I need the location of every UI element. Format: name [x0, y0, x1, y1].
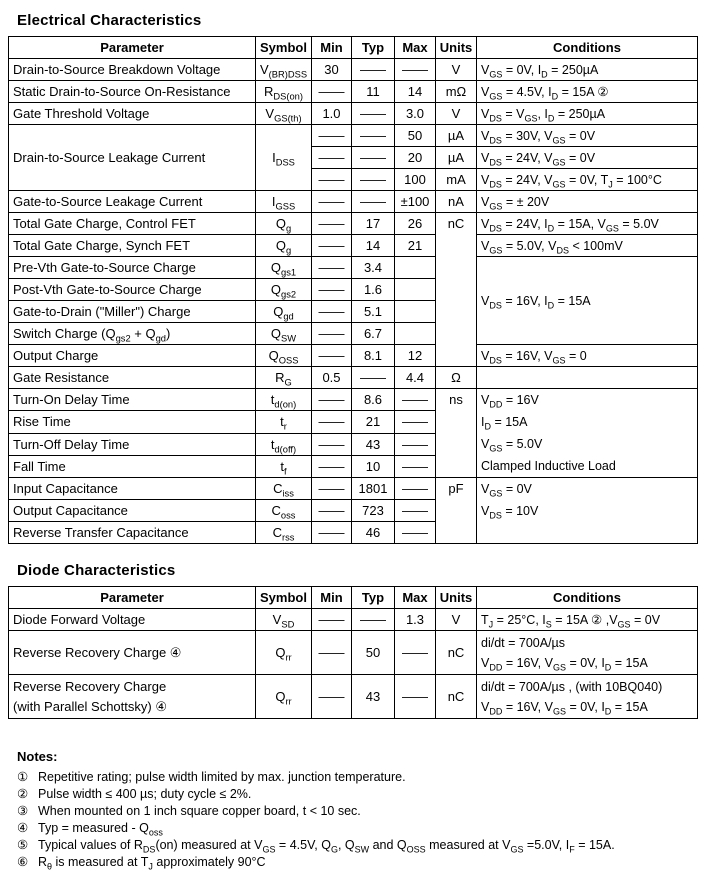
- conditions-cell: $V_{DD} = 16V$ $I_D = 15A$ $V_{GS} = 5.0V$ Clamped Inductive Load: [477, 389, 698, 478]
- max-cell: ——: [395, 631, 436, 675]
- note-number: ①: [17, 770, 29, 784]
- conditions-cell: di/dt = 700A/µs $V_{DD} = 16V$, $V_{GS} = 0V$, $I_D = 15A$: [477, 631, 698, 675]
- note-text: Pulse width ≤ 400 µs; duty cycle ≤ 2%.: [38, 787, 252, 801]
- units-cell: pF: [436, 478, 477, 544]
- col-header-max: Max: [395, 37, 436, 59]
- param-cell: Diode Forward Voltage: [9, 609, 256, 631]
- param-cell: Static Drain-to-Source On-Resistance: [9, 81, 256, 103]
- note-number: ④: [17, 821, 29, 835]
- conditions-cell: $V_{DS} = 16V$, $I_D = 15A$: [477, 257, 698, 345]
- param-cell: Turn-Off Delay Time: [9, 433, 256, 455]
- conditions-cell: $V_{DS} = 24V$, $I_D = 15A$, $V_{GS} = 5.0V$: [477, 213, 698, 235]
- param-cell: Output Capacitance: [9, 500, 256, 522]
- param-cell: Turn-On Delay Time: [9, 389, 256, 411]
- notes-title: Notes:: [17, 749, 58, 764]
- col-header-parameter: Parameter: [9, 587, 256, 609]
- note-text: $R_\theta$ is measured at $T_J$ approximately 90°C: [38, 855, 266, 872]
- table-row: [9, 609, 698, 631]
- min-cell: ——: [312, 81, 352, 103]
- min-cell: ——: [312, 279, 352, 301]
- table-row: [9, 125, 698, 147]
- typ-cell: 14: [352, 235, 395, 257]
- max-cell: 20: [395, 147, 436, 169]
- conditions-cell: di/dt = 700A/µs , (with 10BQ040) $V_{DD} = 16V$, $V_{GS} = 0V$, $I_D = 15A$: [477, 675, 698, 719]
- typ-cell: ——: [352, 59, 395, 81]
- diode-section-title: Diode Characteristics: [17, 562, 176, 579]
- symbol-cell: $Q_{rr}$: [256, 631, 312, 675]
- param-cell: Post-Vth Gate-to-Source Charge: [9, 279, 256, 301]
- min-cell: ——: [312, 500, 352, 522]
- param-cell: Gate Threshold Voltage: [9, 103, 256, 125]
- typ-cell: 21: [352, 411, 395, 433]
- units-cell: V: [436, 103, 477, 125]
- min-cell: ——: [312, 609, 352, 631]
- conditions-cell: $V_{GS} = 5.0V$, $V_{DS} < 100mV$: [477, 235, 698, 257]
- param-cell: Gate-to-Source Leakage Current: [9, 191, 256, 213]
- param-cell: Reverse Recovery Charge ④: [9, 631, 256, 675]
- col-header-units: Units: [436, 37, 477, 59]
- note-item: [17, 854, 697, 871]
- param-cell: Total Gate Charge, Control FET: [9, 213, 256, 235]
- units-cell: nC: [436, 631, 477, 675]
- min-cell: ——: [312, 433, 352, 455]
- typ-cell: 11: [352, 81, 395, 103]
- max-cell: ——: [395, 411, 436, 433]
- table-row: [9, 213, 698, 235]
- conditions-cell: $V_{DS} = V_{GS}$, $I_D = 250\mu A$: [477, 103, 698, 125]
- note-item: [17, 786, 697, 803]
- col-header-min: Min: [312, 587, 352, 609]
- symbol-cell: $Q_{rr}$: [256, 675, 312, 719]
- table-row: [9, 103, 698, 125]
- symbol-cell: $Q_{SW}$: [256, 323, 312, 345]
- col-header-typ: Typ: [352, 587, 395, 609]
- symbol-cell: $C_{oss}$: [256, 500, 312, 522]
- max-cell: ——: [395, 433, 436, 455]
- min-cell: ——: [312, 345, 352, 367]
- symbol-cell: $V_{(BR)DSS}$: [256, 59, 312, 81]
- symbol-cell: $I_{GSS}$: [256, 191, 312, 213]
- table-row: [9, 81, 698, 103]
- max-cell: 50: [395, 125, 436, 147]
- max-cell: ——: [395, 522, 436, 544]
- max-cell: 12: [395, 345, 436, 367]
- min-cell: 1.0: [312, 103, 352, 125]
- symbol-cell: $Q_g$: [256, 235, 312, 257]
- max-cell: ——: [395, 389, 436, 411]
- symbol-cell: $C_{iss}$: [256, 478, 312, 500]
- note-text: When mounted on 1 inch square copper board, t < 10 sec.: [38, 804, 361, 818]
- note-number: ⑥: [17, 855, 29, 869]
- col-header-typ: Typ: [352, 37, 395, 59]
- typ-cell: 8.6: [352, 389, 395, 411]
- max-cell: ——: [395, 455, 436, 477]
- symbol-cell: $V_{GS(th)}$: [256, 103, 312, 125]
- max-cell: 3.0: [395, 103, 436, 125]
- table-row: [9, 631, 698, 675]
- param-cell: Reverse Transfer Capacitance: [9, 522, 256, 544]
- units-cell: ns: [436, 389, 477, 478]
- conditions-cell: $V_{DS} = 24V$, $V_{GS} = 0V$: [477, 147, 698, 169]
- symbol-cell: $t_f$: [256, 455, 312, 477]
- max-cell: ——: [395, 500, 436, 522]
- typ-cell: ——: [352, 169, 395, 191]
- units-cell: V: [436, 59, 477, 81]
- min-cell: ——: [312, 411, 352, 433]
- conditions-cell: [477, 367, 698, 389]
- min-cell: ——: [312, 675, 352, 719]
- note-item: [17, 837, 697, 854]
- param-cell: Gate Resistance: [9, 367, 256, 389]
- table-row: [9, 345, 698, 367]
- units-cell: nA: [436, 191, 477, 213]
- min-cell: ——: [312, 191, 352, 213]
- note-number: ⑤: [17, 838, 29, 852]
- col-header-units: Units: [436, 587, 477, 609]
- typ-cell: ——: [352, 125, 395, 147]
- typ-cell: 46: [352, 522, 395, 544]
- electrical-characteristics-table: [8, 36, 698, 544]
- typ-cell: ——: [352, 609, 395, 631]
- note-item: [17, 769, 697, 786]
- electrical-section-title: Electrical Characteristics: [17, 12, 202, 29]
- min-cell: ——: [312, 125, 352, 147]
- symbol-cell: $I_{DSS}$: [256, 125, 312, 191]
- units-cell: µA: [436, 125, 477, 147]
- typ-cell: ——: [352, 147, 395, 169]
- note-number: ③: [17, 804, 29, 818]
- symbol-cell: $C_{rss}$: [256, 522, 312, 544]
- typ-cell: 723: [352, 500, 395, 522]
- table-row: [9, 367, 698, 389]
- conditions-cell: $V_{DS} = 16V$, $V_{GS} = 0$: [477, 345, 698, 367]
- min-cell: ——: [312, 235, 352, 257]
- col-header-symbol: Symbol: [256, 37, 312, 59]
- units-cell: µA: [436, 147, 477, 169]
- max-cell: [395, 301, 436, 323]
- units-cell: nC: [436, 675, 477, 719]
- param-cell: Rise Time: [9, 411, 256, 433]
- param-cell: Switch Charge $(Q_{gs2} + Q_{gd})$: [9, 323, 256, 345]
- typ-cell: 10: [352, 455, 395, 477]
- min-cell: 0.5: [312, 367, 352, 389]
- min-cell: 30: [312, 59, 352, 81]
- param-cell: Drain-to-Source Leakage Current: [9, 125, 256, 191]
- units-cell: nC: [436, 213, 477, 367]
- col-header-conditions: Conditions: [477, 37, 698, 59]
- symbol-cell: $t_r$: [256, 411, 312, 433]
- max-cell: 21: [395, 235, 436, 257]
- max-cell: 26: [395, 213, 436, 235]
- symbol-cell: $t_{d(off)}$: [256, 433, 312, 455]
- typ-cell: ——: [352, 103, 395, 125]
- min-cell: ——: [312, 257, 352, 279]
- typ-cell: 6.7: [352, 323, 395, 345]
- col-header-min: Min: [312, 37, 352, 59]
- diode-characteristics-table: [8, 586, 698, 719]
- param-cell: Gate-to-Drain ("Miller") Charge: [9, 301, 256, 323]
- symbol-cell: $t_{d(on)}$: [256, 389, 312, 411]
- note-number: ②: [17, 787, 29, 801]
- typ-cell: 50: [352, 631, 395, 675]
- typ-cell: 17: [352, 213, 395, 235]
- typ-cell: 1801: [352, 478, 395, 500]
- max-cell: 14: [395, 81, 436, 103]
- note-item: [17, 820, 697, 837]
- min-cell: ——: [312, 169, 352, 191]
- table-row: [9, 478, 698, 500]
- min-cell: ——: [312, 213, 352, 235]
- max-cell: ——: [395, 478, 436, 500]
- table-row: [9, 235, 698, 257]
- table-header-row: [9, 587, 698, 609]
- max-cell: ——: [395, 59, 436, 81]
- param-cell: Total Gate Charge, Synch FET: [9, 235, 256, 257]
- units-cell: mA: [436, 169, 477, 191]
- conditions-cell: $V_{DS} = 24V$, $V_{GS} = 0V$, $T_J = 100^\circ C$: [477, 169, 698, 191]
- min-cell: ——: [312, 478, 352, 500]
- param-cell: Output Charge: [9, 345, 256, 367]
- min-cell: ——: [312, 301, 352, 323]
- symbol-cell: $V_{SD}$: [256, 609, 312, 631]
- col-header-symbol: Symbol: [256, 587, 312, 609]
- typ-cell: 43: [352, 675, 395, 719]
- typ-cell: 8.1: [352, 345, 395, 367]
- param-cell: Pre-Vth Gate-to-Source Charge: [9, 257, 256, 279]
- param-cell: Drain-to-Source Breakdown Voltage: [9, 59, 256, 81]
- table-row: [9, 675, 698, 719]
- max-cell: 1.3: [395, 609, 436, 631]
- max-cell: ±100: [395, 191, 436, 213]
- note-text: Repetitive rating; pulse width limited by max. junction temperature.: [38, 770, 406, 784]
- min-cell: ——: [312, 631, 352, 675]
- max-cell: [395, 257, 436, 279]
- typ-cell: ——: [352, 191, 395, 213]
- symbol-cell: $R_{DS(on)}$: [256, 81, 312, 103]
- table-row: [9, 257, 698, 279]
- note-item: [17, 803, 697, 820]
- col-header-parameter: Parameter: [9, 37, 256, 59]
- table-row: [9, 191, 698, 213]
- max-cell: ——: [395, 675, 436, 719]
- symbol-cell: $Q_{gd}$: [256, 301, 312, 323]
- max-cell: [395, 323, 436, 345]
- symbol-cell: $Q_{OSS}$: [256, 345, 312, 367]
- typ-cell: ——: [352, 367, 395, 389]
- min-cell: ——: [312, 389, 352, 411]
- param-cell: Fall Time: [9, 455, 256, 477]
- param-cell: Input Capacitance: [9, 478, 256, 500]
- conditions-cell: $V_{GS} = 0V$ $V_{DS} = 10V$: [477, 478, 698, 544]
- typ-cell: 43: [352, 433, 395, 455]
- typ-cell: 3.4: [352, 257, 395, 279]
- conditions-cell: $V_{GS} = 4.5V$, $I_D = 15A$ ②: [477, 81, 698, 103]
- typ-cell: 5.1: [352, 301, 395, 323]
- param-cell: Reverse Recovery Charge (with Parallel Schottsky) ④: [9, 675, 256, 719]
- min-cell: ——: [312, 323, 352, 345]
- conditions-cell: $V_{GS}$ = ± 20V: [477, 191, 698, 213]
- max-cell: [395, 279, 436, 301]
- col-header-max: Max: [395, 587, 436, 609]
- symbol-cell: $R_G$: [256, 367, 312, 389]
- note-text: Typical values of $R_{DS}(on)$ measured at $V_{GS} = 4.5V$, $Q_G$, $Q_{SW}$ and $Q_{OSS}$ measured at $V_{GS} =5.0V$, $I_F = 15A$.: [38, 838, 615, 855]
- units-cell: mΩ: [436, 81, 477, 103]
- col-header-conditions: Conditions: [477, 587, 698, 609]
- min-cell: ——: [312, 455, 352, 477]
- table-header-row: [9, 37, 698, 59]
- symbol-cell: $Q_g$: [256, 213, 312, 235]
- symbol-cell: $Q_{gs2}$: [256, 279, 312, 301]
- notes-section: [17, 749, 697, 871]
- min-cell: ——: [312, 147, 352, 169]
- max-cell: 100: [395, 169, 436, 191]
- table-row: [9, 389, 698, 411]
- symbol-cell: $Q_{gs1}$: [256, 257, 312, 279]
- min-cell: ——: [312, 522, 352, 544]
- conditions-cell: $T_J = 25^\circ C$, $I_S = 15A$ ② $,V_{GS} = 0V$: [477, 609, 698, 631]
- conditions-cell: $V_{GS} = 0V$, $I_D = 250\mu A$: [477, 59, 698, 81]
- max-cell: 4.4: [395, 367, 436, 389]
- conditions-cell: $V_{DS} = 30V$, $V_{GS} = 0V$: [477, 125, 698, 147]
- units-cell: Ω: [436, 367, 477, 389]
- typ-cell: 1.6: [352, 279, 395, 301]
- table-row: [9, 59, 698, 81]
- note-text: Typ = measured - $Q_{oss}$: [38, 821, 163, 838]
- units-cell: V: [436, 609, 477, 631]
